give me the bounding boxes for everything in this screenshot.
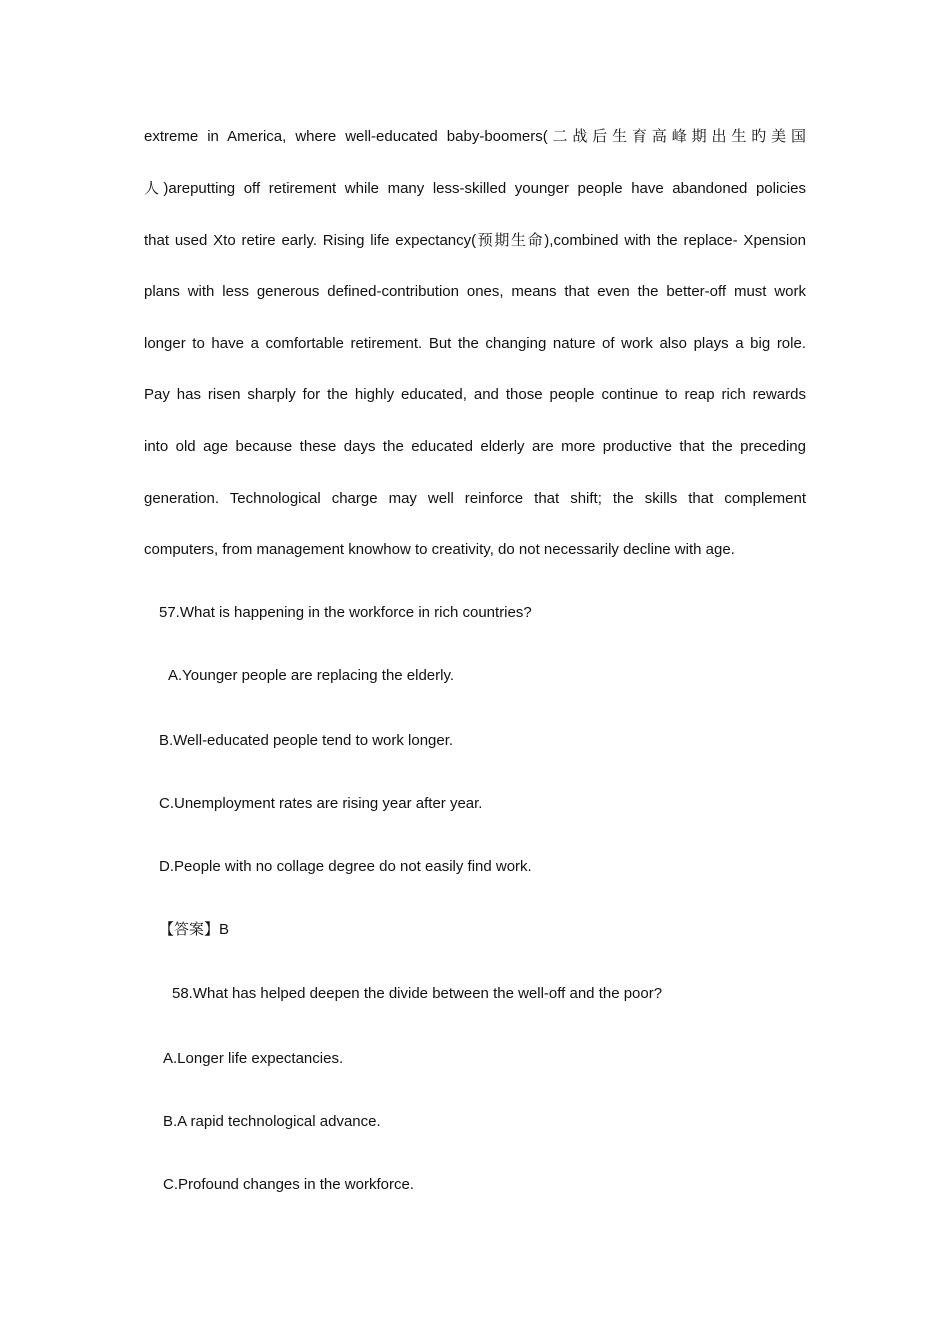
option-d: D.People with no collage degree do not easily find work.	[159, 858, 532, 875]
question-text: 58.What has helped deepen the divide between the well-off and the poor?	[172, 985, 663, 1002]
option-c: C.Profound changes in the workforce.	[163, 1176, 414, 1193]
passage-line: plans with less generous defined-contribution ones, means that even the better-off must work	[144, 283, 806, 300]
passage-line: longer to have a comfortable retirement. But the changing nature of work also plays a big role.	[144, 335, 806, 352]
passage-line: computers, from management knowhow to creativity, do not necessarily decline with age.	[144, 541, 735, 558]
option-a: A.Younger people are replacing the elderly.	[168, 667, 455, 684]
passage-line: generation. Technological charge may well reinforce that shift; the skills that complement	[144, 490, 806, 507]
option-a: A.Longer life expectancies.	[163, 1050, 344, 1067]
option-b: B.A rapid technological advance.	[163, 1113, 381, 1130]
question-text: 57.What is happening in the workforce in rich countries?	[159, 604, 532, 621]
option-c: C.Unemployment rates are rising year after year.	[159, 795, 483, 812]
option-b: B.Well-educated people tend to work longer.	[159, 732, 454, 749]
passage-line: 人)areputting off retirement while many less-skilled younger people have abandoned policies	[144, 180, 806, 197]
passage-line: into old age because these days the educated elderly are more productive that the preceding	[144, 438, 806, 455]
passage-line: that used Xto retire early. Rising life expectancy(预期生命),combined with the replace- Xpension	[144, 232, 806, 249]
passage-line: Pay has risen sharply for the highly educated, and those people continue to reap rich rewards	[144, 386, 806, 403]
answer-label: 【答案】B	[159, 921, 230, 938]
passage-line: extreme in America, where well-educated baby-boomers(二战后生育高峰期出生旳美国	[144, 128, 806, 145]
